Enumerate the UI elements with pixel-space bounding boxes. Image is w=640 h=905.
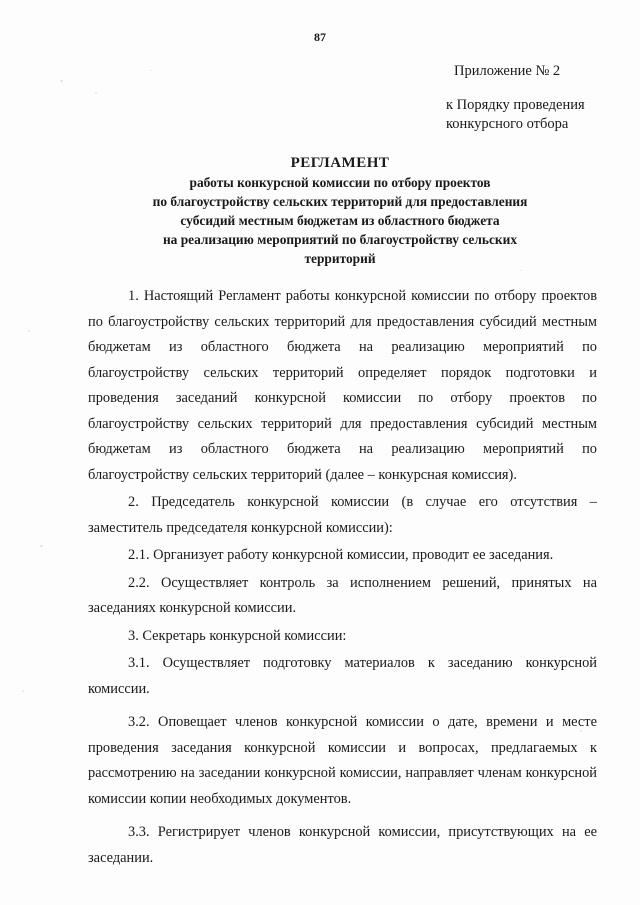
title-line-4: на реализацию мероприятий по благоустройству сельских [162,232,518,247]
appendix-header [446,62,585,134]
scan-speck [40,545,43,547]
appendix-ref-line-2: конкурсного отбора [446,116,569,132]
title-line-3: субсидий местным бюджетам из областного бюджета [180,213,500,228]
page-number: 87 [314,30,326,44]
paragraph-2-1: 2.1. Организует работу конкурсной комиссии, проводит ее заседания. [128,547,554,563]
appendix-ref-line-1: к Порядку проведения [446,97,585,113]
paragraph-3-1: 3.1. Осуществляет подготовку материалов к заседанию конкурсной комиссии. [88,655,597,697]
scan-speck [520,270,522,271]
paragraph-2: 2. Председатель конкурсной комиссии (в случае его отсутствия – заместитель председателя конкурсной комиссии): [88,494,597,536]
paragraph-3-3: 3.3. Регистрирует членов конкурсной комиссии, присутствующих на ее заседании. [88,824,597,866]
paragraph-2-2: 2.2. Осуществляет контроль за исполнением решений, принятых на заседаниях конкурсной комиссии. [88,574,597,616]
document-body [88,284,597,871]
paragraph-1: 1. Настоящий Регламент работы конкурсной комиссии по отбору проектов по благоустройству сельских территорий для предоставления субсидий местным бюджетам из областного бюджета на реализацию мероприятий по благоустройству сельских территорий определяет порядок подготовки и проведения заседаний конкурсной комиссии по отбору проектов по благоустройству сельских территорий для предоставления субсидий местным бюджетам из областного бюджета на реализацию мероприятий по благоустройству сельских территорий (далее – конкурсная комиссия). [88,288,597,483]
title-line-2: по благоустройству сельских территорий для предоставления [152,194,528,209]
paragraph-3-2: 3.2. Оповещает членов конкурсной комиссии о дате, времени и месте проведения заседания конкурсной комиссии и вопросах, предлагаемых к рассмотрению на заседании конкурсной комиссии, направляет членам конкурсной комиссии копии необходимых документов. [88,714,597,807]
scan-speck [150,70,152,71]
scan-speck [28,330,30,332]
scan-speck [60,80,63,82]
title-line-5: территорий [304,251,376,266]
scan-speck [22,690,24,692]
document-title [60,153,620,268]
title-main: РЕГЛАМЕНТ [290,155,390,171]
scan-speck [95,92,97,94]
appendix-label: Приложение № 2 [454,63,561,79]
title-line-1: работы конкурсной комиссии по отбору проектов [189,175,491,190]
paragraph-3: 3. Секретарь конкурсной комиссии: [128,627,347,644]
